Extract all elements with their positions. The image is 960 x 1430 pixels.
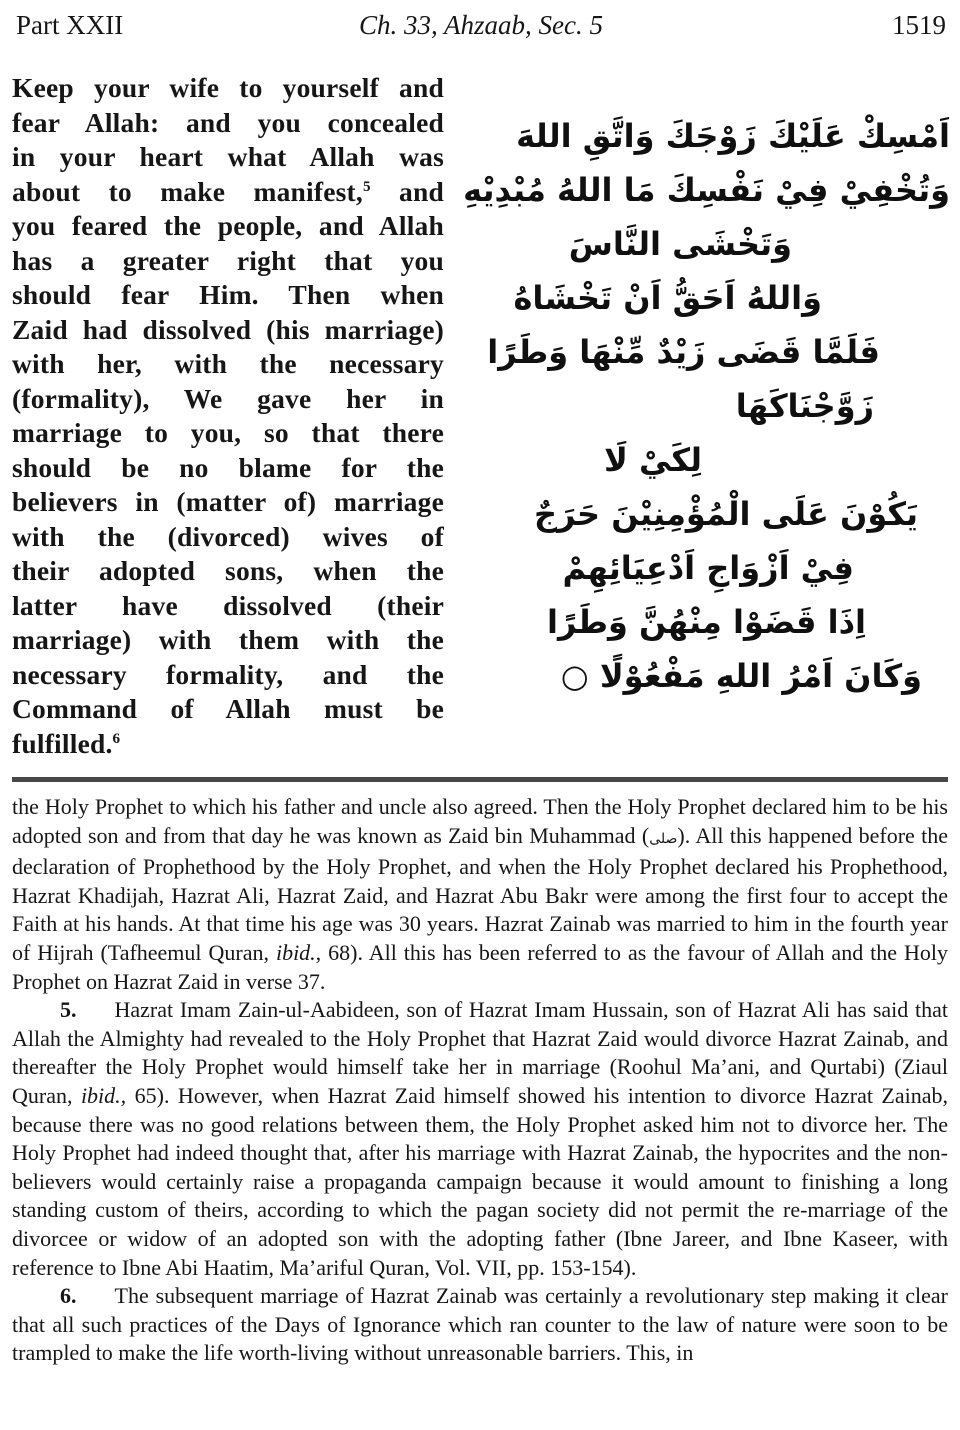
footnote-paragraph (12, 1282, 948, 1368)
translation-line (12, 658, 444, 693)
translation-line (12, 520, 444, 555)
translation-line (12, 692, 444, 727)
translation-line (12, 623, 444, 658)
arabic-verse-line: فَلَمَّا قَضَى زَيْدٌ مِّنْهَا وَطَرًا (487, 333, 880, 371)
arabic-verse-line: وَكَانَ اَمْرُ اللهِ مَفْعُوْلًا ○ (560, 657, 922, 695)
translation-line (12, 140, 444, 175)
text-segment: and (370, 175, 444, 207)
text-segment: should be no blame for the (12, 451, 444, 483)
translation-line (12, 416, 444, 451)
chapter-title: Ch. 33, Ahzaab, Sec. 5 (359, 10, 603, 40)
translation-line (12, 71, 444, 106)
arabic-verse-line: وَتَخْشَى النَّاسَ (568, 225, 792, 263)
translation-line (12, 589, 444, 624)
arabic-verse-line: اِذَا قَضَوْا مِنْهُنَّ وَطَرًا (547, 603, 866, 641)
text-segment: The subsequent marriage of Hazrat Zainab was certainly a revolutionary step making it clear that all such practices of the Days of Ignorance which ran counter to the law of nature were soon to be trampled to make the life worth-living without unreasonable barriers. This, in (12, 1283, 948, 1366)
translation-line (12, 106, 444, 141)
text-segment: Keep your wife to yourself and (12, 72, 444, 103)
arabic-verse-line: وَاللهُ اَحَقُّ اَنْ تَخْشَاهُ (513, 279, 822, 317)
translation-line (12, 278, 444, 313)
text-segment: Hazrat Imam Zain-ul-Aabideen, son of Hazrat Imam Hussain, son of Hazrat Ali has said that Allah the Almighty had revealed to the Holy Prophet that Hazrat Zaid would divorce Hazrat Zainab, and thereafter the Holy Prophet would himself take her in marriage (Roohul Ma’ani, and Qurtabi) (Ziaul Quran, (12, 997, 948, 1108)
translation-line (12, 727, 444, 762)
footnote-number: 5. (60, 997, 77, 1023)
footnote-number: 6. (60, 1283, 77, 1309)
arabic-verse-line: لِكَيْ لَا (604, 441, 702, 479)
text-segment: marriage to you, so that there (12, 417, 444, 448)
footnote-ref-superscript: 5 (362, 178, 371, 195)
text-segment: fear Allah: and you concealed (12, 106, 444, 138)
text-segment: with the (divorced) wives of (12, 520, 444, 552)
text-segment: necessary formality, and the (12, 658, 444, 690)
text-segment: ibid., (275, 939, 322, 965)
text-segment: marriage) with them with the (12, 624, 444, 655)
sas-honorific-icon: صلى (649, 830, 678, 847)
arabic-verse-line: يَكُوْنَ عَلَى الْمُؤْمِنِيْنَ حَرَجٌ (534, 495, 918, 533)
verse-section (12, 71, 950, 761)
translation-line (12, 382, 444, 417)
translation-line (12, 554, 444, 589)
translation-line (12, 451, 444, 486)
page-header (12, 8, 950, 41)
arabic-verse-block (444, 109, 950, 761)
arabic-verse-line: فِيْ اَزْوَاجِ اَدْعِيَائِهِمْ (562, 549, 854, 587)
translation-line (12, 175, 444, 210)
text-segment: in your heart what Allah was (12, 141, 444, 172)
text-segment: latter have dissolved (their (12, 589, 444, 621)
text-segment: Command of Allah must be (12, 693, 444, 724)
text-segment: 68). All this has been referred to as the favour of Allah and the Holy Prophet on Hazrat Zaid in verse 37. (12, 939, 948, 994)
text-segment: believers in (matter of) marriage (12, 486, 444, 517)
translation-block (12, 71, 444, 761)
arabic-verse-line: زَوَّجْنَاكَهَا (735, 387, 874, 425)
part-label: Part XXII (16, 10, 124, 40)
section-divider (12, 777, 948, 782)
footnote-paragraph (12, 793, 948, 996)
text-segment: Zaid had dissolved (his marriage) (12, 313, 444, 345)
translation-line (12, 244, 444, 279)
footnote-ref-superscript: 6 (112, 730, 121, 747)
text-segment: has a greater right that you (12, 244, 444, 276)
text-segment: with her, with the necessary (12, 348, 444, 379)
text-segment: 65). However, when Hazrat Zaid himself showed his intention to divorce Hazrat Zainab, because there was no good relations between them, the Holy Prophet asked him not to divorce her. The Holy Prophet had indeed thought that, after his marriage with Hazrat Zainab, the hypocrites and the non-believers would certainly raise a propaganda campaign because it would amount to finishing a long standing custom of theirs, according to which the pagan society did not permit the re-marriage of the divorcee or widow of an adopted son with the adopting father (Ibne Jareer, and Ibne Kaseer, with reference to Ibne Abi Haatim, Ma’ariful Quran, Vol. VII, pp. 153-154). (12, 1082, 948, 1280)
text-segment: fulfilled. (12, 727, 113, 759)
translation-line (12, 347, 444, 382)
page-number: 1519 (892, 10, 946, 40)
translation-line (12, 209, 444, 244)
arabic-verse-line: اَمْسِكْ عَلَيْكَ زَوْجَكَ وَاتَّقِ اللهَ (516, 117, 950, 155)
footnote-paragraph (12, 996, 948, 1282)
text-segment: ). All this happened before the declaration of Prophethood by the Holy Prophet, and when the Holy Prophet declared his Prophethood, Hazrat Khadijah, Hazrat Ali, Hazrat Zaid, and Hazrat Abu Bakr were among the first four to accept the Faith at his hands. At that time his age was 30 years. Hazrat Zainab was married to him in the fourth year of Hijrah (Tafheemul Quran, (12, 822, 948, 965)
text-segment: you feared the people, and Allah (12, 210, 444, 241)
arabic-verse-line: وَتُخْفِيْ فِيْ نَفْسِكَ مَا اللهُ مُبْدِيْهِ (463, 171, 950, 209)
text-segment: (formality), We gave her in (12, 382, 444, 414)
text-segment: about to make manifest, (12, 175, 363, 207)
translation-line (12, 313, 444, 348)
footnotes-block (12, 793, 950, 1368)
text-segment: the Holy Prophet to which his father and uncle also agreed. Then the Holy Prophet declared him to be his adopted son and from that day he was known as Zaid bin Muhammad ( (12, 794, 948, 848)
text-segment: ibid., (80, 1082, 127, 1108)
text-segment: should fear Him. Then when (12, 279, 444, 310)
translation-line (12, 485, 444, 520)
text-segment: their adopted sons, when the (12, 555, 444, 586)
